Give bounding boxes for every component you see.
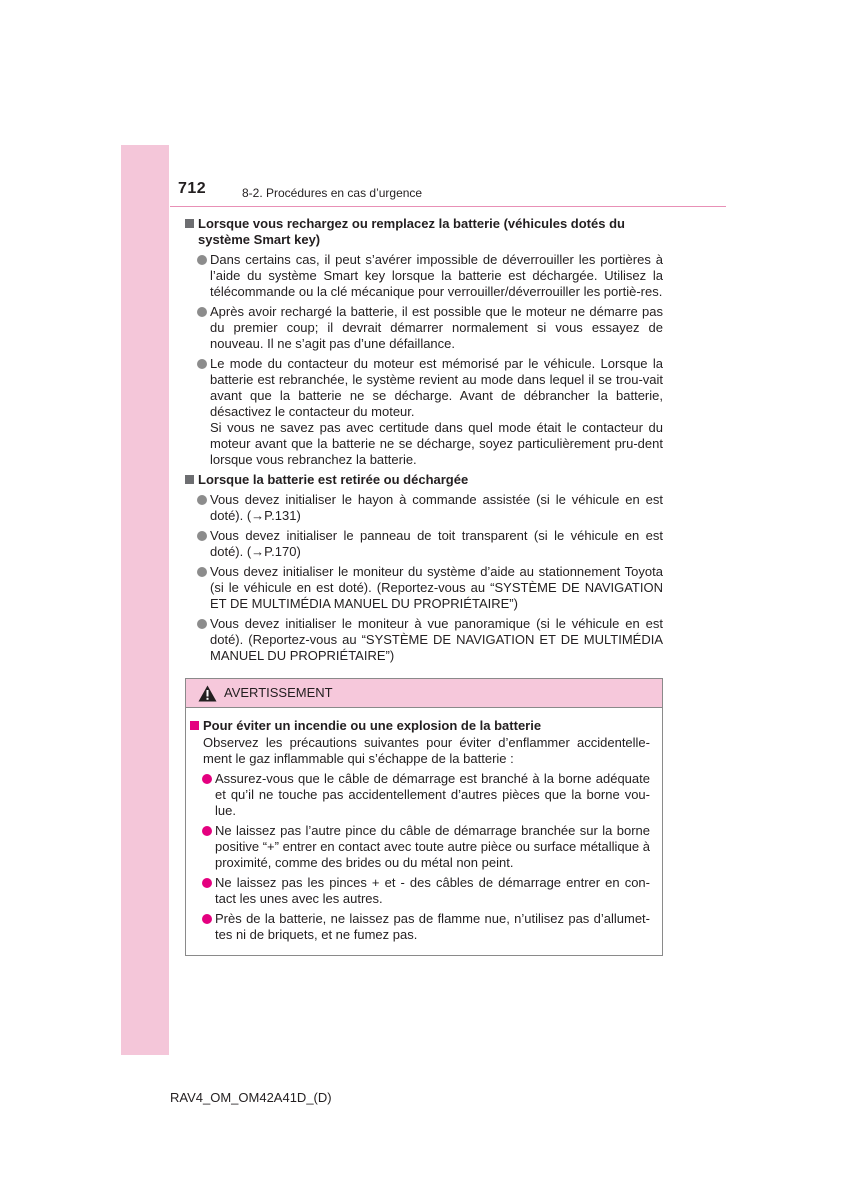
list-item bbox=[190, 823, 650, 871]
warning-body bbox=[186, 708, 662, 943]
page-number: 712 bbox=[178, 180, 207, 197]
circle-bullet-icon bbox=[197, 619, 207, 629]
list-item bbox=[185, 564, 663, 612]
document-code: RAV4_OM_OM42A41D_(D) bbox=[170, 1090, 332, 1105]
warning-heading-text: Pour éviter un incendie ou une explosion de la batterie bbox=[203, 718, 542, 733]
section2-heading bbox=[185, 472, 663, 488]
list-item bbox=[185, 616, 663, 664]
warning-triangle-icon bbox=[198, 685, 217, 702]
circle-bullet-icon bbox=[197, 255, 207, 265]
list-item-text: Dans certains cas, il peut s’avérer impossible de déverrouiller les portières à l’aide du système Smart key lorsque la batterie est déchargée. Utilisez la télécommande ou la clé mécanique pour verrouiller/déverrouiller les portiè-res. bbox=[210, 252, 663, 299]
list-item-text: Ne laissez pas l’autre pince du câble de démarrage branchée sur la borne positive “+” entrer en contact avec toute autre pièce ou surface métallique à proximité, comme des brides ou du métal non peint. bbox=[215, 823, 650, 870]
list-item bbox=[185, 356, 663, 468]
list-item-text: Le mode du contacteur du moteur est mémorisé par le véhicule. Lorsque la batterie est rebranchée, le système revient au mode dans lequel il se trou-vait avant que la batterie ne se décharge. Avant de débrancher la batterie, désactivez le contacteur du moteur. bbox=[210, 356, 663, 419]
main-content bbox=[185, 214, 663, 664]
warning-box bbox=[185, 678, 663, 956]
warning-heading bbox=[190, 718, 650, 734]
circle-bullet-icon bbox=[197, 359, 207, 369]
circle-bullet-icon bbox=[202, 878, 212, 888]
list-item-text: Vous devez initialiser le panneau de toit transparent (si le véhicule en est doté). (→P.170) bbox=[210, 528, 663, 559]
list-item bbox=[190, 875, 650, 907]
header-divider bbox=[170, 206, 726, 207]
list-item bbox=[185, 252, 663, 300]
section-title: 8-2. Procédures en cas d’urgence bbox=[242, 186, 423, 200]
circle-bullet-icon bbox=[197, 531, 207, 541]
list-item bbox=[185, 492, 663, 524]
list-item bbox=[185, 304, 663, 352]
warning-title: AVERTISSEMENT bbox=[224, 685, 333, 700]
list-item-text: Vous devez initialiser le hayon à commande assistée (si le véhicule en est doté). (→P.131) bbox=[210, 492, 663, 523]
circle-bullet-icon bbox=[197, 567, 207, 577]
square-bullet-icon bbox=[185, 219, 194, 228]
section2-heading-text: Lorsque la batterie est retirée ou déchargée bbox=[198, 472, 469, 487]
warning-intro: Observez les précautions suivantes pour éviter d’enflammer accidentelle-ment le gaz inflammable qui s’échappe de la batterie : bbox=[203, 735, 650, 766]
warning-header bbox=[186, 679, 662, 708]
list-item-extra-text: Si vous ne savez pas avec certitude dans quel mode était le contacteur du moteur avant que la batterie ne se décharge, soyez particulièrement pru-dent lorsque vous rebranchez la batterie. bbox=[210, 420, 663, 467]
circle-bullet-icon bbox=[202, 774, 212, 784]
list-item-text: Vous devez initialiser le moniteur du système d’aide au stationnement Toyota (si le véhicule en est doté). (Reportez-vous au “SYSTÈME DE NAVIGATION ET DE MULTIMÉDIA MANUEL DU PROPRIÉTAIRE”) bbox=[210, 564, 663, 611]
list-item-text: Ne laissez pas les pinces + et - des câbles de démarrage entrer en con-tact les unes avec les autres. bbox=[215, 875, 650, 906]
circle-bullet-icon bbox=[202, 914, 212, 924]
list-item bbox=[190, 911, 650, 943]
section1-heading-text: Lorsque vous rechargez ou remplacez la batterie (véhicules dotés du système Smart key) bbox=[198, 216, 625, 247]
list-item bbox=[190, 771, 650, 819]
square-bullet-icon bbox=[185, 475, 194, 484]
circle-bullet-icon bbox=[202, 826, 212, 836]
circle-bullet-icon bbox=[197, 495, 207, 505]
list-item bbox=[185, 528, 663, 560]
chapter-side-tab bbox=[121, 145, 169, 1055]
section1-heading bbox=[185, 216, 663, 248]
list-item-text: Vous devez initialiser le moniteur à vue panoramique (si le véhicule en est doté). (Reportez-vous au “SYSTÈME DE NAVIGATION ET DE MULTIMÉDIA MANUEL DU PROPRIÉTAIRE”) bbox=[210, 616, 663, 663]
list-item-text: Près de la batterie, ne laissez pas de flamme nue, n’utilisez pas d’allumet-tes ni de briquets, et ne fumez pas. bbox=[215, 911, 650, 942]
list-item-text: Après avoir rechargé la batterie, il est possible que le moteur ne démarre pas du premier coup; il devrait démarrer normalement si vous essayez de nouveau. Il ne s’agit pas d’une défaillance. bbox=[210, 304, 663, 351]
square-bullet-icon bbox=[190, 721, 199, 730]
list-item-text: Assurez-vous que le câble de démarrage est branché à la borne adéquate et qu’il ne touche pas accidentellement d’autres pièces que la borne vou-lue. bbox=[215, 771, 650, 818]
circle-bullet-icon bbox=[197, 307, 207, 317]
